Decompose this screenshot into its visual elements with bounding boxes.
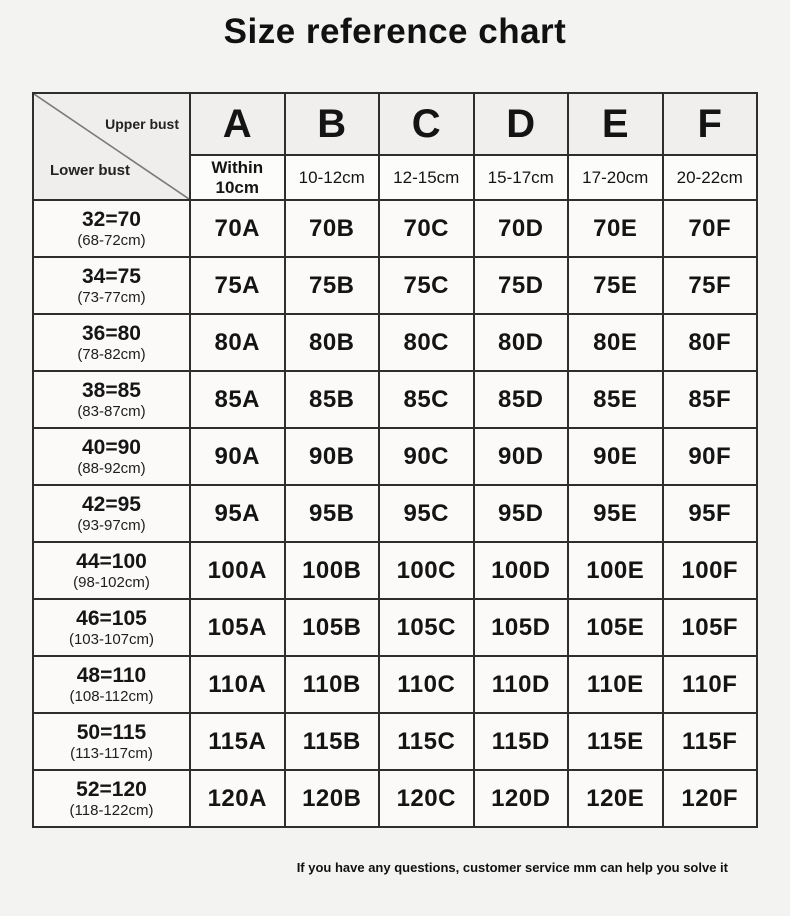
- table-row: [33, 542, 757, 599]
- corner-cell: [33, 93, 190, 200]
- cup-range-f: 20-22cm: [663, 155, 758, 200]
- size-cell: 70C: [379, 200, 474, 257]
- cup-letter-d: D: [474, 93, 569, 155]
- row-size-label: 48=110: [76, 663, 147, 687]
- size-cell: 90A: [190, 428, 285, 485]
- lower-bust-label: Lower bust: [50, 162, 131, 179]
- size-cell: 85F: [663, 371, 758, 428]
- size-cell: 100E: [568, 542, 663, 599]
- size-reference-table: [32, 92, 758, 828]
- size-cell: 75B: [285, 257, 380, 314]
- size-cell: 105D: [474, 599, 569, 656]
- size-cell: 70D: [474, 200, 569, 257]
- row-header: [33, 200, 190, 257]
- row-size-label: 38=85: [82, 378, 141, 402]
- size-cell: 105A: [190, 599, 285, 656]
- letters-header-row: [33, 93, 757, 155]
- size-cell: 120A: [190, 770, 285, 827]
- size-cell: 115F: [663, 713, 758, 770]
- row-range-label: (118-122cm): [69, 801, 154, 819]
- upper-bust-label: Upper bust: [105, 116, 179, 132]
- size-cell: 115E: [568, 713, 663, 770]
- size-cell: 95B: [285, 485, 380, 542]
- row-header: [33, 656, 190, 713]
- size-cell: 70F: [663, 200, 758, 257]
- row-header: [33, 371, 190, 428]
- cup-range-d: 15-17cm: [474, 155, 569, 200]
- row-header: [33, 770, 190, 827]
- row-range-label: (83-87cm): [77, 402, 146, 420]
- size-cell: 100C: [379, 542, 474, 599]
- row-header: [33, 599, 190, 656]
- size-cell: 70B: [285, 200, 380, 257]
- size-cell: 95C: [379, 485, 474, 542]
- size-cell: 90E: [568, 428, 663, 485]
- cup-letter-c: C: [379, 93, 474, 155]
- size-cell: 105E: [568, 599, 663, 656]
- size-cell: 120C: [379, 770, 474, 827]
- size-cell: 85B: [285, 371, 380, 428]
- row-range-label: (93-97cm): [77, 516, 146, 534]
- size-cell: 110E: [568, 656, 663, 713]
- size-cell: 95D: [474, 485, 569, 542]
- size-cell: 70E: [568, 200, 663, 257]
- size-cell: 110B: [285, 656, 380, 713]
- row-header: [33, 542, 190, 599]
- size-cell: 90B: [285, 428, 380, 485]
- row-size-label: 36=80: [82, 321, 141, 345]
- size-cell: 80C: [379, 314, 474, 371]
- size-cell: 120D: [474, 770, 569, 827]
- size-cell: 80D: [474, 314, 569, 371]
- row-header: [33, 428, 190, 485]
- size-cell: 105C: [379, 599, 474, 656]
- table-row: [33, 371, 757, 428]
- table-row: [33, 599, 757, 656]
- table-row: [33, 314, 757, 371]
- size-cell: 70A: [190, 200, 285, 257]
- size-cell: 80A: [190, 314, 285, 371]
- size-cell: 100A: [190, 542, 285, 599]
- cup-letter-e: E: [568, 93, 663, 155]
- row-range-label: (73-77cm): [77, 288, 146, 306]
- footer-note: If you have any questions, customer service mm can help you solve it: [296, 860, 728, 875]
- size-cell: 115C: [379, 713, 474, 770]
- cup-range-b: 10-12cm: [285, 155, 380, 200]
- size-cell: 100D: [474, 542, 569, 599]
- table-row: [33, 257, 757, 314]
- size-cell: 75C: [379, 257, 474, 314]
- size-cell: 85A: [190, 371, 285, 428]
- size-cell: 80E: [568, 314, 663, 371]
- row-size-label: 44=100: [76, 549, 147, 573]
- cup-letter-a: A: [190, 93, 285, 155]
- size-cell: 115B: [285, 713, 380, 770]
- table-row: [33, 200, 757, 257]
- cup-range-e: 17-20cm: [568, 155, 663, 200]
- size-cell: 75F: [663, 257, 758, 314]
- size-cell: 95E: [568, 485, 663, 542]
- row-range-label: (68-72cm): [77, 231, 146, 249]
- size-cell: 100B: [285, 542, 380, 599]
- cup-range-a: Within 10cm: [190, 155, 285, 200]
- size-cell: 95F: [663, 485, 758, 542]
- row-range-label: (113-117cm): [70, 744, 153, 762]
- table-row: [33, 770, 757, 827]
- size-cell: 75A: [190, 257, 285, 314]
- size-cell: 110C: [379, 656, 474, 713]
- size-cell: 90C: [379, 428, 474, 485]
- cup-letter-f: F: [663, 93, 758, 155]
- row-header: [33, 314, 190, 371]
- row-header: [33, 257, 190, 314]
- cup-letter-b: B: [285, 93, 380, 155]
- row-range-label: (78-82cm): [77, 345, 146, 363]
- size-cell: 95A: [190, 485, 285, 542]
- row-header: [33, 713, 190, 770]
- row-header: [33, 485, 190, 542]
- size-cell: 85D: [474, 371, 569, 428]
- row-size-label: 50=115: [76, 720, 147, 744]
- table-row: [33, 428, 757, 485]
- size-cell: 75E: [568, 257, 663, 314]
- page-title: Size reference chart: [223, 12, 567, 51]
- size-cell: 80F: [663, 314, 758, 371]
- row-range-label: (98-102cm): [73, 573, 150, 591]
- size-cell: 120B: [285, 770, 380, 827]
- size-cell: 110D: [474, 656, 569, 713]
- size-cell: 115A: [190, 713, 285, 770]
- cup-range-c: 12-15cm: [379, 155, 474, 200]
- table-row: [33, 656, 757, 713]
- size-cell: 105B: [285, 599, 380, 656]
- row-range-label: (108-112cm): [69, 687, 154, 705]
- size-cell: 120F: [663, 770, 758, 827]
- size-cell: 90D: [474, 428, 569, 485]
- size-cell: 105F: [663, 599, 758, 656]
- row-size-label: 52=120: [76, 777, 147, 801]
- row-range-label: (88-92cm): [77, 459, 146, 477]
- diagonal-line: [34, 94, 189, 199]
- size-cell: 75D: [474, 257, 569, 314]
- size-cell: 85C: [379, 371, 474, 428]
- size-cell: 90F: [663, 428, 758, 485]
- table-row: [33, 713, 757, 770]
- size-cell: 120E: [568, 770, 663, 827]
- row-size-label: 34=75: [82, 264, 141, 288]
- row-size-label: 40=90: [82, 435, 141, 459]
- size-cell: 115D: [474, 713, 569, 770]
- size-cell: 85E: [568, 371, 663, 428]
- size-cell: 80B: [285, 314, 380, 371]
- row-range-label: (103-107cm): [68, 630, 155, 648]
- row-size-label: 32=70: [82, 207, 141, 231]
- row-size-label: 42=95: [82, 492, 141, 516]
- size-cell: 100F: [663, 542, 758, 599]
- size-cell: 110A: [190, 656, 285, 713]
- table-row: [33, 485, 757, 542]
- size-cell: 110F: [663, 656, 758, 713]
- row-size-label: 46=105: [76, 606, 147, 630]
